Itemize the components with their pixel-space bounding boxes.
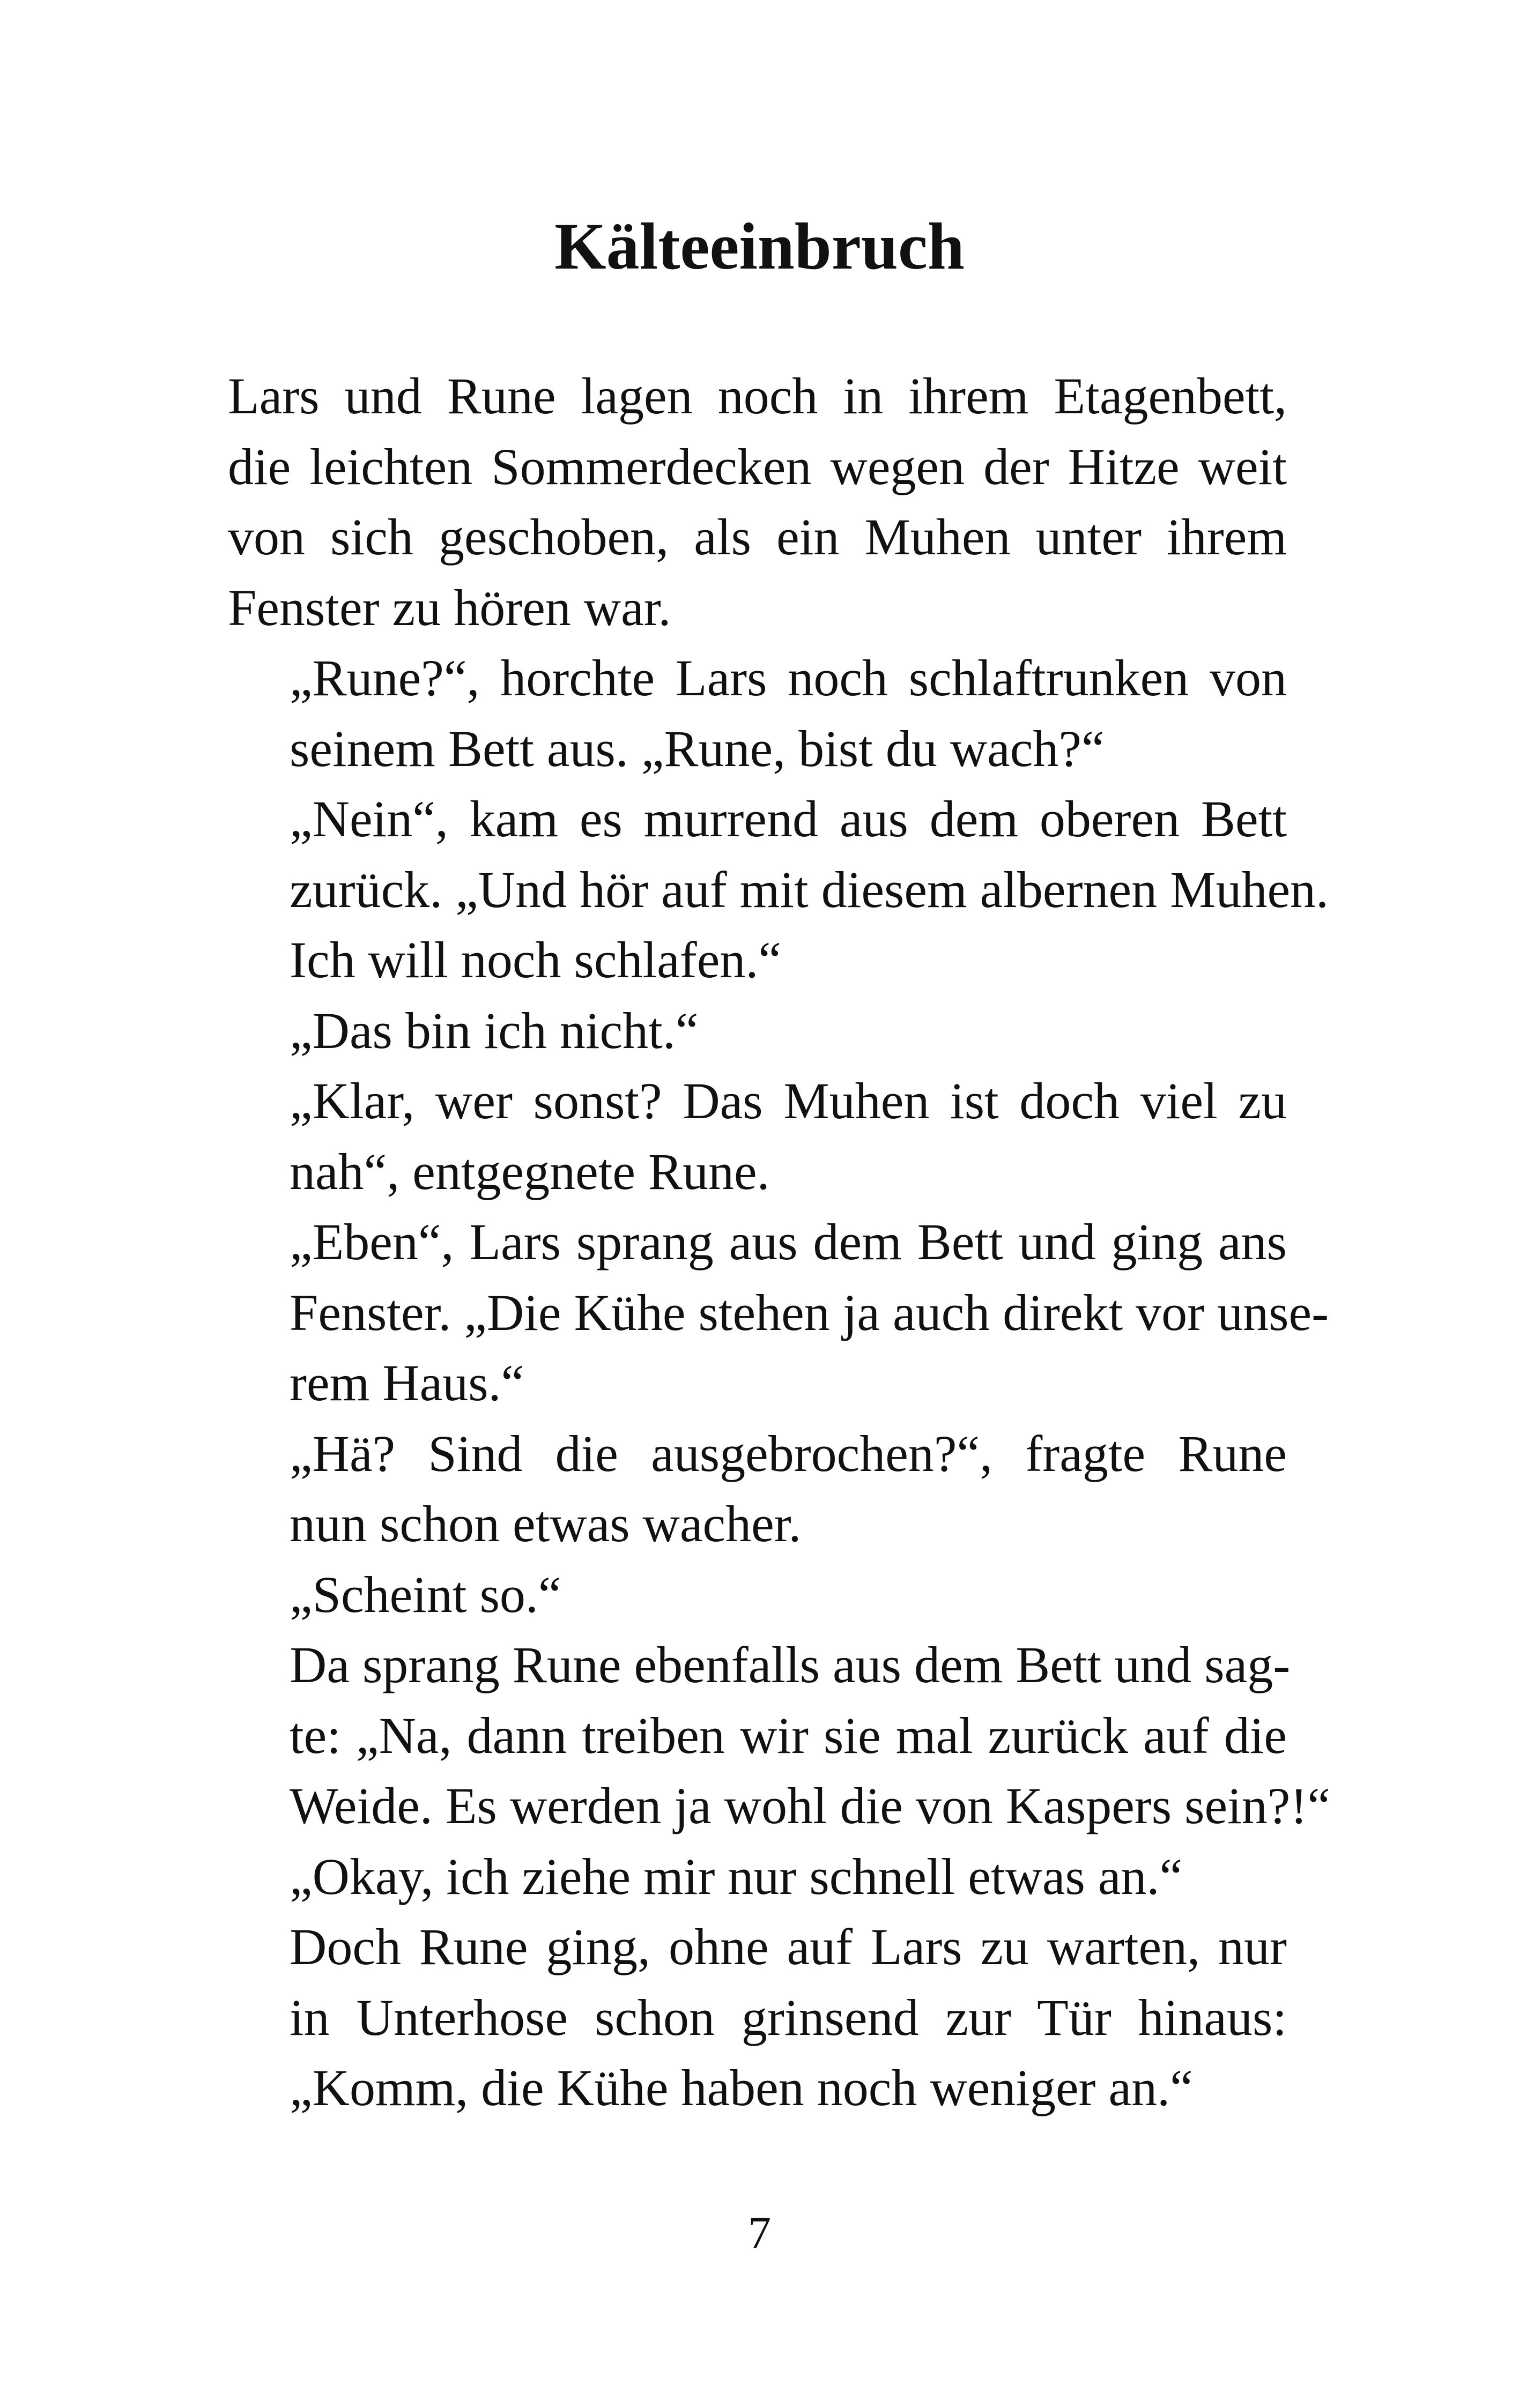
page-number: 7 — [748, 2207, 771, 2258]
text-line: „Okay, ich ziehe mir nur schnell etwas an.“ — [290, 1847, 1183, 1905]
text-line: zurück. „Und hör auf mit diesem albernen Muhen. — [290, 860, 1329, 918]
text-line: seinem Bett aus. „Rune, bist du wach?“ — [290, 719, 1105, 777]
text-line: „Das bin ich nicht.“ — [290, 1001, 699, 1059]
chapter-body — [228, 361, 1330, 2123]
text-line: rem Haus.“ — [290, 1354, 524, 1411]
text-line: in Unterhose schon grinsend zur Tür hinaus: — [290, 1988, 1287, 2046]
paragraph — [228, 361, 1287, 643]
text-line: „Rune?“, horchte Lars noch schlaftrunken von — [290, 649, 1287, 707]
paragraph — [228, 995, 1287, 1066]
text-line: die leichten Sommerdecken wegen der Hitze weit — [228, 437, 1287, 495]
text-line: Fenster. „Die Kühe stehen ja auch direkt vor unse- — [290, 1283, 1329, 1341]
paragraph — [228, 784, 1329, 995]
text-line: nah“, entgegnete Rune. — [290, 1142, 770, 1200]
text-line: Weide. Es werden ja wohl die von Kaspers sein?!“ — [290, 1777, 1330, 1834]
paragraph — [228, 643, 1287, 784]
text-line: Fenster zu hören war. — [228, 578, 671, 636]
paragraph — [228, 1559, 1287, 1630]
text-line: Da sprang Rune ebenfalls aus dem Bett und sag- — [290, 1636, 1291, 1693]
text-line: te: „Na, dann treiben wir sie mal zurück auf die — [290, 1706, 1287, 1764]
text-line: „Hä? Sind die ausgebrochen?“, fragte Rune — [290, 1424, 1287, 1482]
text-line: „Klar, wer sonst? Das Muhen ist doch viel zu — [290, 1072, 1287, 1129]
text-line: Lars und Rune lagen noch in ihrem Etagenbett, — [228, 367, 1287, 425]
paragraph — [228, 1630, 1330, 1841]
text-line: „Nein“, kam es murrend aus dem oberen Bett — [290, 790, 1287, 848]
text-line: nun schon etwas wacher. — [290, 1495, 802, 1552]
text-line: „Komm, die Kühe haben noch weniger an.“ — [290, 2059, 1193, 2116]
text-line: Ich will noch schlafen.“ — [290, 931, 781, 989]
text-line: Doch Rune ging, ohne auf Lars zu warten, nur — [290, 1918, 1287, 1975]
text-line: von sich geschoben, als ein Muhen unter ihrem — [228, 508, 1287, 566]
text-line: „Eben“, Lars sprang aus dem Bett und ging ans — [290, 1213, 1287, 1270]
paragraph — [228, 1066, 1287, 1207]
chapter-title: Kälteeinbruch — [554, 210, 965, 283]
text-line: „Scheint so.“ — [290, 1565, 561, 1623]
paragraph — [228, 1912, 1287, 2123]
paragraph — [228, 1841, 1287, 1912]
paragraph — [228, 1207, 1329, 1418]
paragraph — [228, 1418, 1287, 1559]
